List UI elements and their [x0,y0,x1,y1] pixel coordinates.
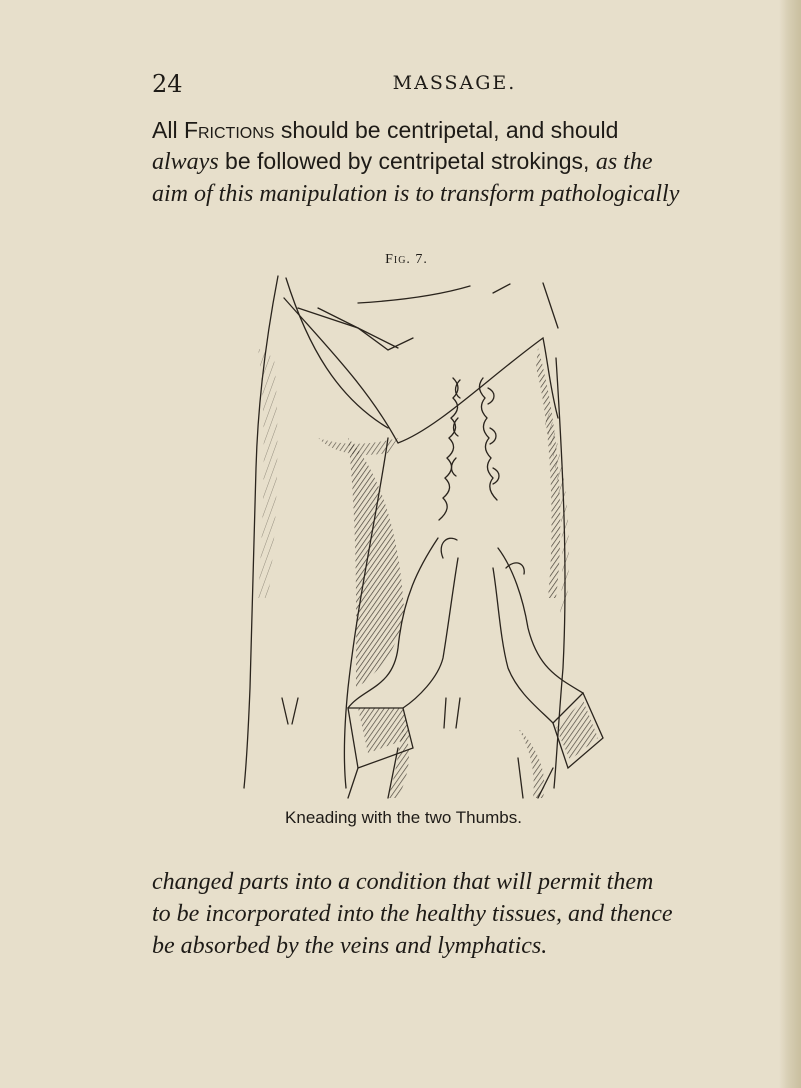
text-fragment: All [152,117,184,143]
paragraph-bottom [152,866,712,962]
text-fragment: be followed by centripetal strokings, [218,148,596,174]
emphasis-always: always [152,149,219,175]
text-fragment: should be centripetal, and should [274,117,619,143]
running-head [152,70,712,100]
emphasis-line-3: aim of this manipulation is to transform pathologically [152,181,680,207]
page-edge-shadow [779,0,801,1088]
text-line: changed parts into a condition that will permit them [152,869,654,895]
page-number: 24 [152,70,183,98]
emphasis-as-the: as the [595,149,653,175]
paragraph-bottom-line-1 [152,866,712,898]
running-title: MASSAGE. [392,72,517,94]
text-line: to be incorporated into the healthy tissues, and thence [152,901,673,927]
paragraph-bottom-line-2 [152,898,712,930]
figure-label: Fig. 7. [385,252,428,267]
paragraph-top-line-1 [152,115,712,146]
paragraph-top-line-3 [152,178,712,210]
text-line: be absorbed by the veins and lymphatics. [152,933,548,959]
paragraph-top [152,115,712,210]
kneading-illustration [238,268,608,803]
paragraph-top-line-2 [152,146,712,178]
paragraph-bottom-line-3 [152,930,712,962]
frictions-term: Frictions [183,117,275,143]
figure-caption: Kneading with the two Thumbs. [285,808,522,827]
